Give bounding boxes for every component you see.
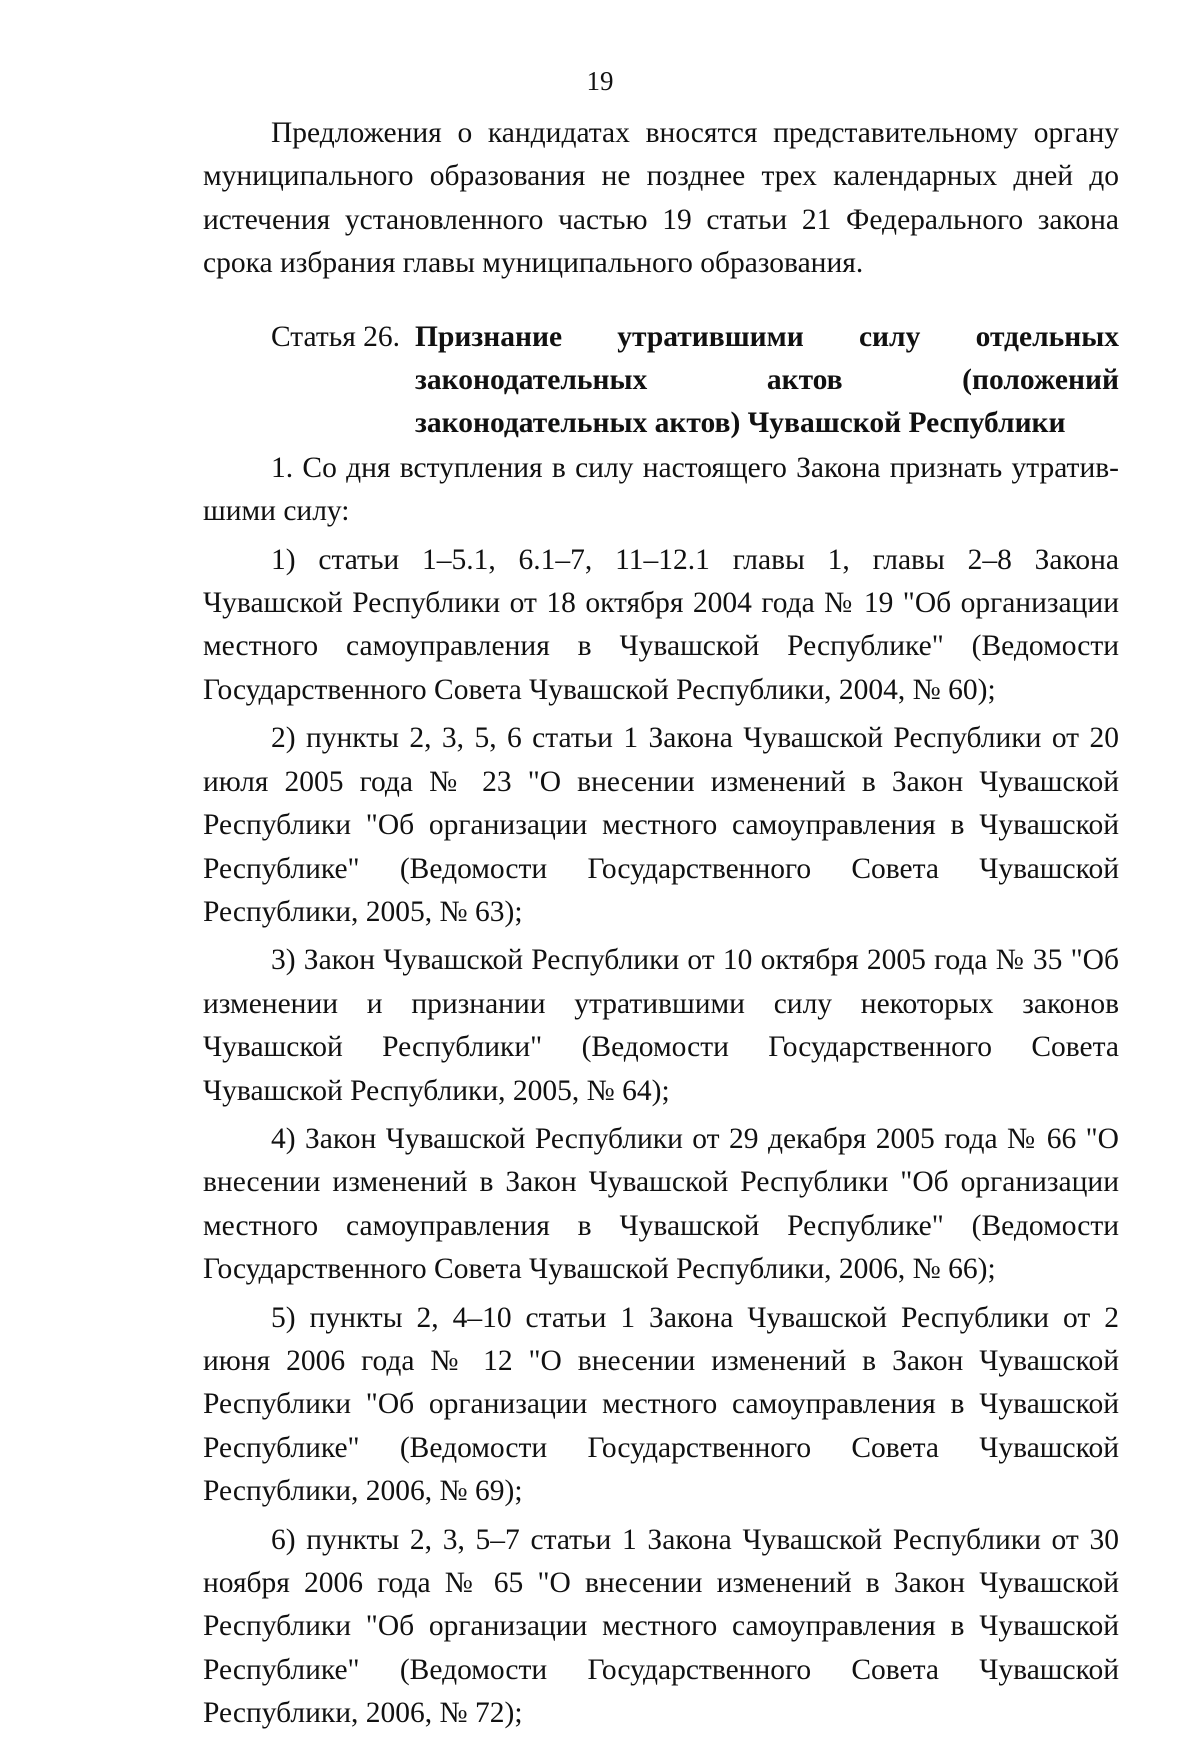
- list-item-1: 1) статьи 1–5.1, 6.1–7, 11–12.1 главы 1, главы 2–8 Закона Чувашской Республики от 18 октября 2004 года № 19 "Об организации местного самоуправления в Чувашской Республике" (Ведомости Государственного Совета Чувашской Республики, 2004, № 60);: [203, 543, 1119, 706]
- list-item-4: 4) Закон Чувашской Республики от 29 декабря 2005 года № 66 "О внесении изменений в Закон Чувашской Республики "Об организации местного самоуправления в Чувашской Республике" (Ведомости Государственного Совета Чувашской Республики, 2006, № 66);: [203, 1122, 1119, 1286]
- list-item-3: 3) Закон Чувашской Республики от 10 октября 2005 года № 35 "Об изменении и признании утратившими силу некоторых законов Чувашской Республики" (Ведомости Государственного Совета Чувашской Республики, 2005, № 64);: [203, 944, 1119, 1107]
- spacer: [203, 286, 1119, 316]
- document-body: [203, 112, 1119, 1741]
- list-item-6: 6) пункты 2, 3, 5–7 статьи 1 Закона Чувашской Республики от 30 ноября 2006 года № 65 "О внесении изменений в Закон Чувашской Республики "Об организации местного самоуправления в Чувашской Республике" (Ведомости Государственного Совета Чувашской Республики, 2006, № 72);: [203, 1523, 1119, 1730]
- page-number: 19: [586, 66, 614, 96]
- list-item-2: 2) пункты 2, 3, 5, 6 статьи 1 Закона Чувашской Республики от 20 июля 2005 года № 23 "О внесении изменений в Закон Чувашской Республики "Об организации местного самоуправления в Чувашской Республике" (Ведомости Государственного Совета Чувашской Республики, 2005, № 63);: [203, 722, 1119, 928]
- list-item-5: 5) пункты 2, 4–10 статьи 1 Закона Чувашской Республики от 2 июня 2006 года № 12 "О внесении изменений в Закон Чувашской Республики "Об организации местного самоуправления в Чувашской Республике" (Ведомости Государственного Совета Чувашской Республики, 2006, № 69);: [203, 1301, 1119, 1508]
- article-heading: [203, 316, 1119, 446]
- article-title: Признание утратившими силу отдельных законодательных актов (положений законодательных актов) Чувашской Республики: [415, 320, 1119, 440]
- clause-1: 1. Со дня вступления в силу настоящего Закона признать утратившими силу:: [203, 451, 1119, 528]
- intro-paragraph: Предложения о кандидатах вносятся представительному органу муниципального образования не позднее трех календарных дней до истечения установленного частью 19 статьи 21 Федерального закона срока избрания главы муниципального образования.: [203, 117, 1119, 280]
- article-label: Статья 26.: [271, 320, 401, 353]
